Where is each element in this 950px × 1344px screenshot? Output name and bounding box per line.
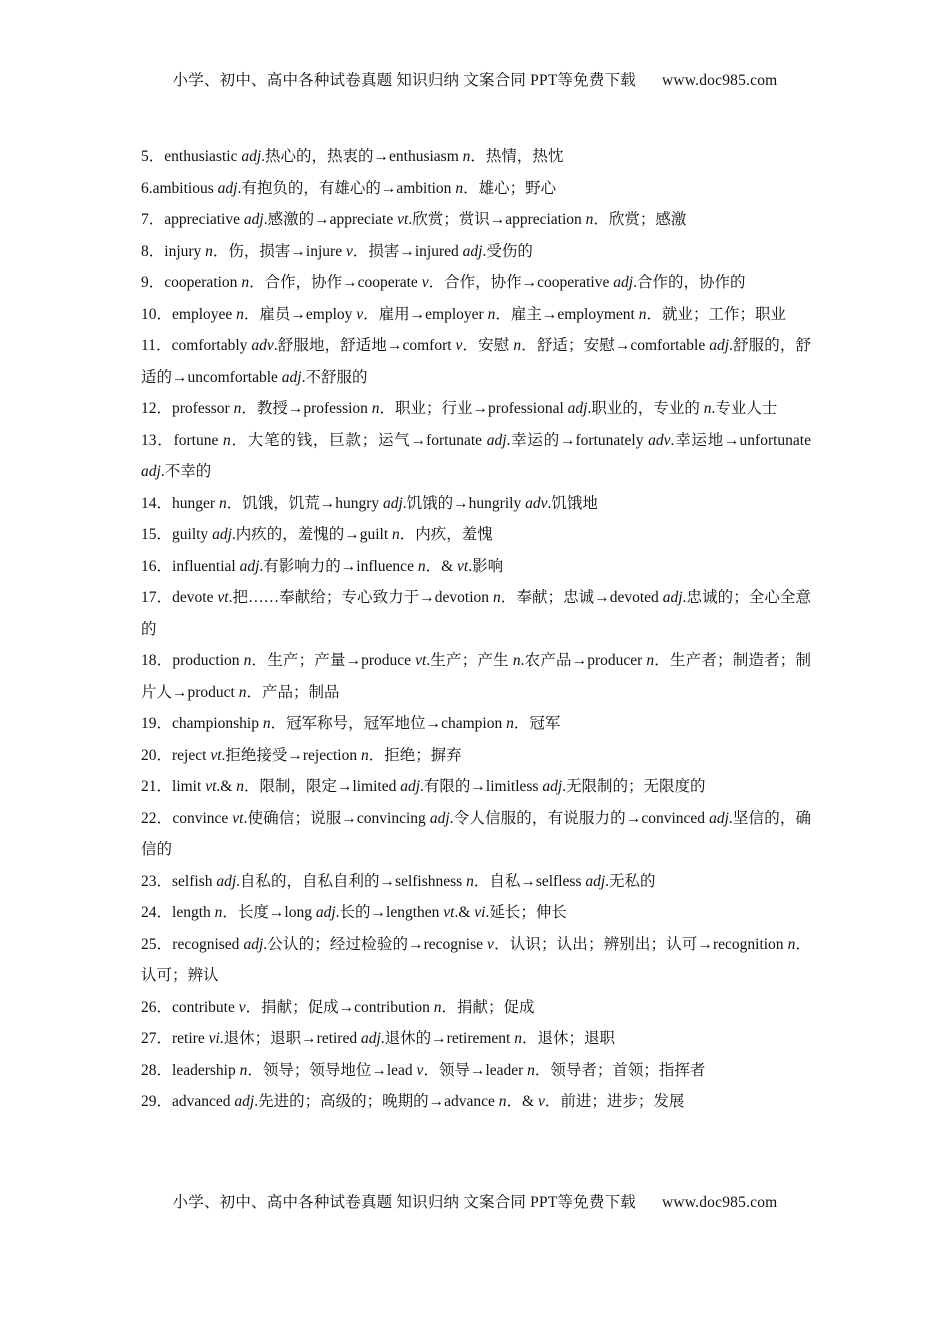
vocab-entry: [141, 708, 811, 740]
entry-text: leadership: [172, 1061, 240, 1079]
entry-text: .专业人士: [711, 400, 778, 417]
entry-text: ．损害→injured: [352, 242, 463, 260]
entry-number: 27．: [141, 1030, 173, 1047]
entry-number: 19．: [141, 715, 173, 732]
part-of-speech: n: [238, 683, 247, 701]
vocab-entry: [141, 1055, 811, 1087]
part-of-speech: vt: [210, 746, 222, 764]
entry-text: .幸运的→fortunately: [506, 431, 649, 449]
entry-text: .&: [454, 904, 475, 921]
part-of-speech: adj: [239, 557, 260, 575]
vocab-entry: [141, 645, 811, 708]
part-of-speech: adj: [400, 778, 421, 795]
vocab-entry: [141, 1086, 811, 1118]
entry-text: limit: [172, 778, 206, 795]
vocab-entry: [141, 519, 811, 551]
entry-text: influential: [172, 557, 240, 575]
part-of-speech: n: [466, 872, 474, 890]
part-of-speech: n: [506, 715, 514, 732]
entry-text: .影响: [468, 557, 504, 575]
vocab-entry: [141, 897, 811, 929]
vocab-entry: [141, 992, 811, 1024]
part-of-speech: adj: [567, 400, 588, 417]
entry-number: 14．: [141, 494, 173, 512]
part-of-speech: n: [222, 431, 231, 449]
entry-text: ．冠军称号，冠军地位→champion: [270, 715, 507, 732]
entry-text: .延长；伸长: [485, 904, 567, 921]
entry-number: 12．: [141, 400, 173, 417]
entry-text: ．饥饿，饥荒→hungry: [226, 494, 383, 512]
entry-text: ．领导；领导地位→lead: [247, 1061, 417, 1079]
part-of-speech: vi: [474, 904, 486, 921]
entry-text: ．自私→selfless: [473, 872, 586, 890]
entry-text: recognised: [172, 935, 244, 953]
part-of-speech: v: [238, 998, 246, 1016]
entry-text: length: [172, 904, 215, 921]
entry-text: .坚信的，确信的: [141, 809, 812, 858]
entry-text: professor: [172, 400, 234, 417]
vocab-entry: [141, 740, 811, 772]
part-of-speech: adj: [315, 904, 336, 921]
entry-text: cooperation: [164, 274, 242, 291]
vocab-entry: [141, 141, 811, 173]
vocab-entry: [141, 267, 811, 299]
entry-text: .拒绝接受→rejection: [221, 746, 361, 764]
part-of-speech: adj: [281, 368, 302, 386]
entry-text: .自私的，自私自利的→selfishness: [236, 872, 467, 890]
vocab-entry: [141, 866, 811, 898]
part-of-speech: adv: [525, 494, 548, 512]
part-of-speech: vt: [232, 809, 244, 827]
entry-number: 20．: [141, 746, 173, 764]
vocab-entry: [141, 929, 811, 992]
part-of-speech: adj: [212, 526, 232, 543]
part-of-speech: v: [356, 305, 364, 323]
entry-number: 25．: [141, 935, 173, 953]
entry-number: 9．: [141, 274, 165, 291]
part-of-speech: n: [498, 1093, 507, 1110]
entry-text: hunger: [172, 494, 219, 512]
entry-text: .把……奉献给；专心致力于→devotion: [228, 589, 493, 606]
entry-text: ．认可；辨认: [141, 935, 811, 984]
entry-text: ．领导→leader: [423, 1061, 528, 1079]
entry-text: ．雄心；野心: [463, 179, 557, 197]
part-of-speech: v: [345, 242, 353, 260]
entry-text: comfortably: [171, 337, 252, 354]
entry-text: ．限制，限定→limited: [243, 778, 401, 795]
entry-text: ．捐献；促成: [441, 998, 535, 1016]
part-of-speech: n: [360, 746, 369, 764]
entry-text: advanced: [172, 1093, 235, 1110]
part-of-speech: adj: [241, 148, 262, 165]
entry-text: .无限制的；无限度的: [562, 778, 706, 795]
entry-number: 24．: [141, 904, 173, 921]
entry-text: ．产品；制品: [246, 683, 340, 701]
entry-text: ambitious: [152, 179, 218, 197]
entry-text: .合作的，协作的: [633, 274, 746, 291]
entry-number: 13．: [141, 431, 174, 449]
part-of-speech: n: [527, 1061, 535, 1079]
entry-text: .感激的→appreciate: [263, 211, 398, 228]
part-of-speech: v: [416, 1061, 424, 1079]
entry-text: ．舒适；安慰→comfortable: [521, 337, 710, 354]
entry-text: championship: [172, 715, 263, 732]
entry-text: .农产品→producer: [520, 652, 647, 669]
entry-text: convince: [172, 809, 233, 827]
entry-text: .不舒服的: [301, 368, 368, 386]
entry-text: ．安慰: [462, 337, 514, 354]
entry-text: .有限的→limitless: [420, 778, 543, 795]
part-of-speech: n: [638, 305, 647, 323]
entry-text: .公认的；经过检验的→recognise: [263, 935, 488, 953]
part-of-speech: n: [417, 557, 426, 575]
entry-number: 17．: [141, 589, 173, 606]
part-of-speech: n: [487, 305, 496, 323]
entry-text: .不幸的: [160, 463, 212, 480]
part-of-speech: n: [214, 904, 223, 921]
vocab-entry: [141, 771, 811, 803]
part-of-speech: vi: [208, 1030, 220, 1047]
part-of-speech: adj: [542, 778, 563, 795]
entry-number: 29．: [141, 1093, 173, 1110]
entry-text: production: [172, 652, 244, 669]
vocab-entry: [141, 425, 811, 488]
entry-text: .受伤的: [482, 242, 533, 260]
part-of-speech: adj: [585, 872, 606, 890]
vocab-entry: [141, 803, 811, 866]
entry-text: .生产；产生: [426, 652, 513, 669]
part-of-speech: vt: [397, 211, 409, 228]
entry-number: 7．: [141, 211, 165, 228]
entry-text: .舒服的，舒适的→uncomfortable: [141, 337, 811, 386]
entry-text: selfish: [172, 872, 217, 890]
entry-number: 28．: [141, 1061, 173, 1079]
entry-text: .退休的→retirement: [380, 1030, 515, 1047]
entry-number: 23．: [141, 872, 173, 890]
entry-text: ．合作，协作→cooperative: [428, 274, 614, 291]
entry-number: 16．: [141, 557, 173, 575]
vocab-entry: [141, 173, 811, 205]
entry-text: ．内疚，羞愧: [399, 526, 493, 543]
vocab-entry: [141, 488, 811, 520]
vocab-entry: [141, 330, 811, 393]
entry-text: ．职业；行业→professional: [379, 400, 568, 417]
entry-text: .令人信服的，有说服力的→convinced: [449, 809, 710, 827]
entry-text: ．就业；工作；职业: [646, 305, 786, 323]
part-of-speech: adj: [234, 1093, 255, 1110]
entry-text: .舒服地，舒适地→comfort: [273, 337, 456, 354]
part-of-speech: vt: [415, 652, 427, 669]
entry-text: enthusiastic: [164, 148, 242, 165]
part-of-speech: vt: [217, 589, 229, 606]
entry-text: appreciative: [164, 211, 244, 228]
entry-number: 26．: [141, 998, 173, 1016]
entry-number: 10．: [141, 305, 173, 323]
part-of-speech: n: [218, 494, 227, 512]
entry-text: ．伤，损害→injure: [212, 242, 346, 260]
entry-text: .忠诚的；全心全意的: [141, 589, 811, 638]
part-of-speech: n: [646, 652, 655, 669]
page-header: [0, 68, 950, 90]
part-of-speech: n: [239, 1061, 248, 1079]
entry-text: ．退休；退职: [522, 1030, 616, 1047]
entry-number: 21．: [141, 778, 173, 795]
part-of-speech: adj: [243, 935, 264, 953]
part-of-speech: n: [262, 715, 271, 732]
part-of-speech: n: [787, 935, 796, 953]
entry-text: .内疚的，羞愧的→guilt: [231, 526, 393, 543]
entry-text: ．雇员→employ: [243, 305, 357, 323]
entry-text: guilty: [172, 526, 213, 543]
entry-text: ．生产者；制造者；制片人→product: [141, 652, 811, 701]
entry-text: ．合作，协作→cooperate: [249, 274, 422, 291]
part-of-speech: n: [492, 589, 501, 606]
part-of-speech: n: [514, 1030, 522, 1047]
part-of-speech: n: [392, 526, 400, 543]
part-of-speech: n: [585, 211, 594, 228]
entry-text: ．奉献；忠诚→devoted: [500, 589, 663, 606]
part-of-speech: n: [513, 337, 522, 354]
part-of-speech: n: [462, 148, 471, 165]
entry-text: ．生产；产量→produce: [251, 652, 416, 669]
entry-text: .有影响力的→influence: [259, 557, 418, 575]
entry-text: fortune: [173, 431, 223, 449]
entry-text: ．领导者；首领；指挥者: [534, 1061, 706, 1079]
part-of-speech: adj: [429, 809, 450, 827]
part-of-speech: adj: [709, 337, 730, 354]
entry-text: injury: [164, 242, 206, 260]
vocab-entry: [141, 393, 811, 425]
entry-text: ．&: [506, 1093, 538, 1110]
entry-text: .饥饿地: [547, 494, 598, 512]
vocabulary-list: [141, 141, 811, 1118]
part-of-speech: n: [433, 998, 442, 1016]
vocab-entry: [141, 236, 811, 268]
part-of-speech: v: [487, 935, 494, 953]
entry-text: ．前进；进步；发展: [544, 1093, 685, 1110]
part-of-speech: n: [236, 305, 244, 323]
part-of-speech: adj: [462, 242, 483, 260]
entry-text: employee: [172, 305, 237, 323]
footer-url[interactable]: www.doc985.com: [661, 1194, 778, 1211]
part-of-speech: n: [241, 274, 250, 291]
entry-text: ．雇主→employment: [495, 305, 639, 323]
entry-number: 6.: [141, 179, 153, 197]
entry-text: .幸运地→unfortunate: [670, 431, 811, 449]
entry-text: ．欣赏；感激: [593, 211, 687, 228]
part-of-speech: vt: [205, 778, 217, 795]
part-of-speech: adj: [141, 463, 161, 480]
entry-text: .有抱负的，有雄心的→ambition: [237, 179, 456, 197]
entry-text: .职业的，专业的: [587, 400, 704, 417]
part-of-speech: v: [455, 337, 463, 354]
entry-text: .先进的；高级的；晚期的→advance: [254, 1093, 499, 1110]
entry-text: ．大笔的钱，巨款；运气→fortunate: [230, 431, 487, 449]
entry-text: ．教授→profession: [241, 400, 372, 417]
entry-text: .&: [216, 778, 237, 795]
part-of-speech: adj: [613, 274, 634, 291]
part-of-speech: n: [512, 652, 521, 669]
page-footer: [0, 1190, 950, 1212]
part-of-speech: n: [703, 400, 712, 417]
vocab-entry: [141, 551, 811, 583]
entry-text: ．认识；认出；辨别出；认可→recognition: [493, 935, 788, 953]
entry-text: ．&: [425, 557, 458, 575]
entry-text: ．热情，热忱: [470, 148, 564, 165]
part-of-speech: adj: [360, 1030, 381, 1047]
part-of-speech: adj: [709, 809, 729, 827]
entry-text: retire: [172, 1030, 209, 1047]
part-of-speech: n: [205, 242, 213, 260]
part-of-speech: n: [371, 400, 380, 417]
entry-text: .欣赏；赏识→appreciation: [408, 211, 586, 228]
vocab-entry: [141, 204, 811, 236]
entry-text: ．捐献；促成→contribution: [245, 998, 434, 1016]
entry-number: 18．: [141, 652, 173, 669]
part-of-speech: adv: [251, 337, 274, 354]
part-of-speech: adv: [648, 431, 671, 449]
footer-text: 小学、初中、高中各种试卷真题 知识归纳 文案合同 PPT等免费下载: [172, 1194, 636, 1211]
entry-number: 15．: [141, 526, 173, 543]
vocab-entry: [141, 299, 811, 331]
part-of-speech: n: [233, 400, 242, 417]
part-of-speech: v: [537, 1093, 545, 1110]
entry-text: ．冠军: [513, 715, 561, 732]
entry-text: .无私的: [605, 872, 656, 890]
part-of-speech: vt: [443, 904, 455, 921]
entry-number: 5．: [141, 148, 165, 165]
vocab-entry: [141, 582, 811, 645]
part-of-speech: n: [455, 179, 464, 197]
entry-text: ．雇用→employer: [363, 305, 488, 323]
header-url[interactable]: www.doc985.com: [661, 72, 778, 89]
entry-text: contribute: [172, 998, 239, 1016]
part-of-speech: adj: [382, 494, 403, 512]
part-of-speech: n: [243, 652, 252, 669]
entry-text: .长的→lengthen: [335, 904, 444, 921]
entry-text: ．长度→long: [222, 904, 316, 921]
part-of-speech: vt: [457, 557, 469, 575]
part-of-speech: adj: [216, 872, 237, 890]
part-of-speech: v: [421, 274, 429, 291]
vocab-entry: [141, 1023, 811, 1055]
part-of-speech: adj: [662, 589, 683, 606]
entry-number: 11．: [141, 337, 172, 354]
entry-text: .热心的，热衷的→enthusiasm: [261, 148, 463, 165]
entry-number: 22．: [141, 809, 173, 827]
entry-text: .退休；退职→retired: [219, 1030, 361, 1047]
entry-text: reject: [172, 746, 211, 764]
entry-text: .饥饿的→hungrily: [402, 494, 526, 512]
part-of-speech: adj: [486, 431, 507, 449]
part-of-speech: n: [236, 778, 244, 795]
part-of-speech: adj: [217, 179, 238, 197]
entry-text: devote: [172, 589, 218, 606]
part-of-speech: adj: [243, 211, 264, 228]
entry-number: 8．: [141, 242, 165, 260]
entry-text: ．拒绝；摒弃: [368, 746, 462, 764]
entry-text: .使确信；说服→convincing: [243, 809, 430, 827]
header-text: 小学、初中、高中各种试卷真题 知识归纳 文案合同 PPT等免费下载: [172, 72, 636, 89]
